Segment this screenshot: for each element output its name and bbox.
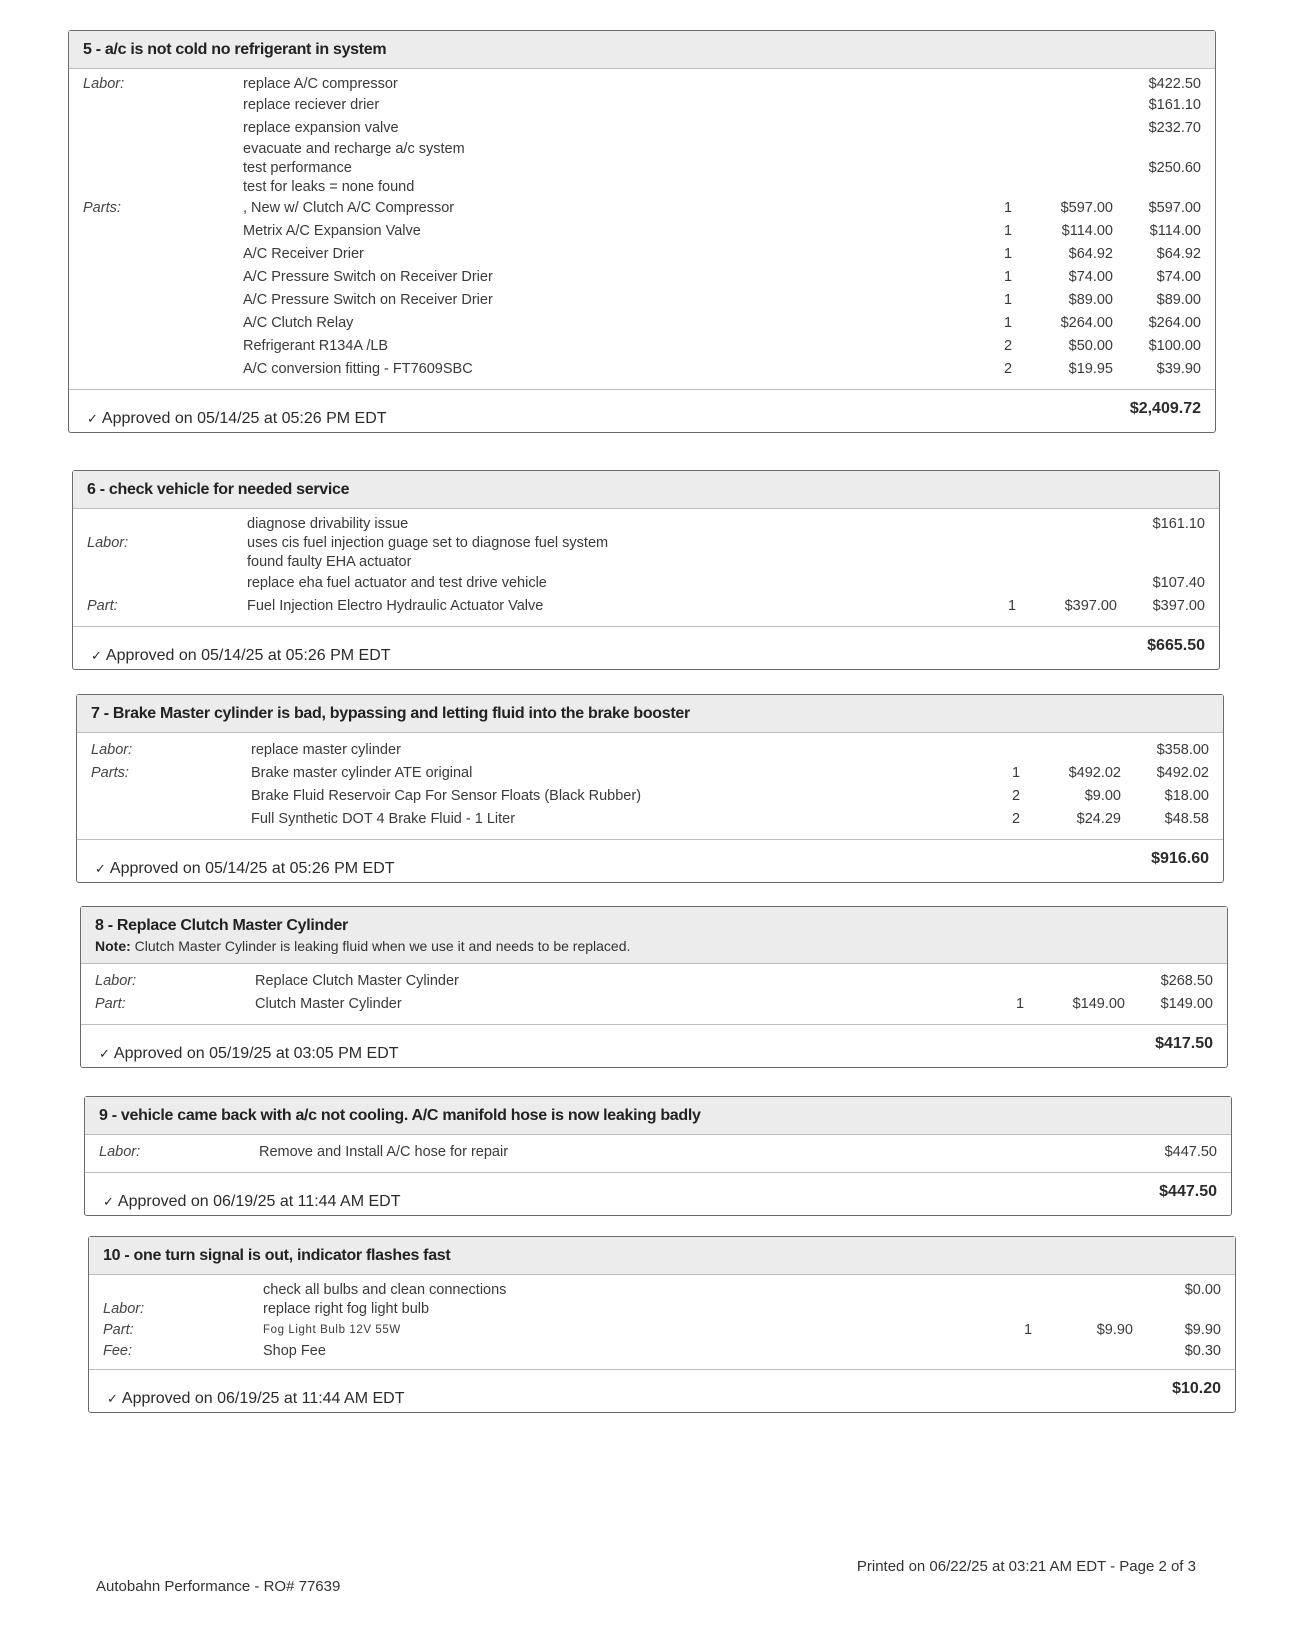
part-line	[83, 312, 1201, 335]
line-amount: $74.00	[1156, 269, 1201, 285]
line-desc: Brake Fluid Reservoir Cap For Sensor Floats (Black Rubber)	[251, 788, 642, 804]
line-amount: $0.30	[1184, 1343, 1221, 1359]
line-unit-price: $114.00	[1061, 223, 1113, 239]
shop-ro-number: Autobahn Performance - RO# 77639	[96, 1578, 341, 1595]
line-amount: $447.50	[1164, 1144, 1217, 1160]
line-amount: $250.60	[1148, 160, 1201, 176]
line-desc: Remove and Install A/C hose for repair	[259, 1144, 509, 1160]
line-unit-price: $264.00	[1060, 315, 1113, 331]
line-amount: $9.90	[1184, 1322, 1221, 1338]
line-amount: $64.92	[1156, 246, 1201, 262]
job-total: $10.20	[1172, 1380, 1221, 1397]
part-line	[103, 1319, 1221, 1342]
job-total: $665.50	[1147, 637, 1205, 654]
line-desc: Fog Light Bulb 12V 55W	[263, 1324, 401, 1336]
line-unit-price: $597.00	[1060, 200, 1113, 216]
line-desc: test for leaks = none found	[243, 179, 415, 195]
line-unit-price: $64.92	[1068, 246, 1113, 262]
labor-label: Labor:	[87, 535, 129, 551]
line-desc: A/C Pressure Switch on Receiver Drier	[243, 292, 493, 308]
line-qty: 1	[1003, 246, 1013, 262]
approval-text: Approved on 05/14/25 at 05:26 PM EDT	[109, 860, 395, 877]
line-qty: 1	[1007, 598, 1017, 614]
line-amount: $492.02	[1156, 765, 1209, 781]
labor-label: Labor:	[99, 1144, 141, 1160]
part-line	[83, 266, 1201, 289]
line-desc: A/C Receiver Drier	[243, 246, 364, 262]
line-amount: $358.00	[1156, 742, 1209, 758]
line-unit-price: $24.29	[1076, 811, 1121, 827]
approval-text: Approved on 05/14/25 at 05:26 PM EDT	[105, 647, 391, 664]
line-qty: 1	[1011, 765, 1021, 781]
job-note	[95, 938, 1213, 954]
job-footer	[81, 1025, 1227, 1067]
approval-text: Approved on 05/19/25 at 03:05 PM EDT	[113, 1045, 399, 1062]
job-lines	[89, 1275, 1235, 1370]
check-icon: ✓	[99, 1046, 110, 1061]
line-amount: $100.00	[1148, 338, 1201, 354]
line-amount: $0.00	[1184, 1282, 1221, 1298]
job-title: 6 - check vehicle for needed service	[87, 481, 350, 498]
job-total: $2,409.72	[1129, 400, 1201, 417]
line-desc: replace master cylinder	[251, 742, 401, 758]
job-total: $916.60	[1151, 850, 1209, 867]
approval-status	[95, 860, 395, 878]
line-qty: 1	[1003, 200, 1013, 216]
line-amount: $48.58	[1164, 811, 1209, 827]
job-title: 9 - vehicle came back with a/c not cooling. A/C manifold hose is now leaking badly	[99, 1107, 701, 1124]
printed-page-info: Printed on 06/22/25 at 03:21 AM EDT - Page 2 of 3	[856, 1558, 1196, 1575]
part-line	[83, 289, 1201, 312]
line-qty: 1	[1003, 292, 1013, 308]
part-line	[91, 785, 1209, 808]
line-qty: 2	[1003, 338, 1013, 354]
line-desc: A/C Pressure Switch on Receiver Drier	[243, 269, 493, 285]
part-line	[83, 197, 1201, 220]
job-lines	[77, 733, 1223, 840]
labor-line	[91, 739, 1209, 762]
line-desc: Metrix A/C Expansion Valve	[243, 223, 421, 239]
line-unit-price: $89.00	[1068, 292, 1113, 308]
labor-label: Labor:	[83, 76, 125, 92]
note-label: Note:	[95, 938, 131, 954]
job-footer	[73, 627, 1219, 669]
job-7	[76, 694, 1224, 883]
line-desc: replace reciever drier	[243, 97, 380, 113]
line-amount: $232.70	[1148, 120, 1201, 136]
job-lines	[81, 964, 1227, 1025]
part-line	[83, 335, 1201, 358]
part-line	[83, 358, 1201, 381]
labor-line	[83, 159, 1201, 178]
labor-line	[83, 140, 1201, 159]
job-title: 7 - Brake Master cylinder is bad, bypassing and letting fluid into the brake booster	[91, 705, 690, 722]
line-amount: $264.00	[1148, 315, 1201, 331]
job-10	[88, 1236, 1236, 1413]
check-icon: ✓	[107, 1391, 118, 1406]
labor-line	[87, 553, 1205, 572]
job-footer	[85, 1173, 1231, 1215]
job-total: $417.50	[1155, 1035, 1213, 1052]
line-unit-price: $9.00	[1084, 788, 1121, 804]
labor-line	[103, 1300, 1221, 1319]
parts-label: Parts:	[91, 765, 129, 781]
line-desc: replace A/C compressor	[243, 76, 398, 92]
note-text: Clutch Master Cylinder is leaking fluid when we use it and needs to be replaced.	[134, 938, 631, 954]
line-unit-price: $9.90	[1096, 1322, 1133, 1338]
line-desc: replace right fog light bulb	[263, 1301, 430, 1317]
line-amount: $107.40	[1152, 575, 1205, 591]
job-header	[89, 1237, 1235, 1275]
approval-status	[103, 1193, 400, 1211]
line-unit-price: $397.00	[1064, 598, 1117, 614]
labor-line	[83, 117, 1201, 140]
labor-line	[95, 970, 1213, 993]
check-icon: ✓	[91, 648, 102, 663]
line-desc: , New w/ Clutch A/C Compressor	[243, 200, 455, 216]
line-desc: Refrigerant R134A /LB	[243, 338, 389, 354]
labor-line	[99, 1141, 1217, 1164]
job-total: $447.50	[1159, 1183, 1217, 1200]
labor-label: Labor:	[95, 973, 137, 989]
check-icon: ✓	[87, 411, 98, 426]
line-desc: diagnose drivability issue	[247, 516, 409, 532]
line-amount: $89.00	[1156, 292, 1201, 308]
part-line	[95, 993, 1213, 1016]
line-amount: $161.10	[1152, 516, 1205, 532]
fee-label: Fee:	[103, 1343, 133, 1359]
labor-line	[87, 534, 1205, 553]
line-amount: $597.00	[1148, 200, 1201, 216]
line-unit-price: $19.95	[1068, 361, 1113, 377]
job-lines	[69, 69, 1215, 390]
line-unit-price: $492.02	[1068, 765, 1121, 781]
line-unit-price: $149.00	[1072, 996, 1125, 1012]
fee-line	[103, 1342, 1221, 1361]
line-amount: $161.10	[1148, 97, 1201, 113]
labor-line	[83, 178, 1201, 197]
parts-label: Part:	[95, 996, 126, 1012]
line-qty: 1	[1003, 269, 1013, 285]
line-desc: Clutch Master Cylinder	[255, 996, 402, 1012]
line-amount: $149.00	[1160, 996, 1213, 1012]
job-lines	[85, 1135, 1231, 1173]
line-desc: replace expansion valve	[243, 120, 399, 136]
approval-status	[107, 1390, 404, 1408]
parts-label: Part:	[87, 598, 118, 614]
parts-label: Part:	[103, 1322, 134, 1338]
job-title: 10 - one turn signal is out, indicator flashes fast	[103, 1247, 451, 1264]
line-unit-price: $74.00	[1068, 269, 1113, 285]
check-icon: ✓	[103, 1194, 114, 1209]
labor-line	[87, 515, 1205, 534]
parts-label: Parts:	[83, 200, 121, 216]
job-header	[77, 695, 1223, 733]
labor-label: Labor:	[91, 742, 133, 758]
job-title: 8 - Replace Clutch Master Cylinder	[95, 917, 348, 934]
part-line	[91, 762, 1209, 785]
line-desc: uses cis fuel injection guage set to diagnose fuel system	[247, 535, 609, 551]
line-desc: Replace Clutch Master Cylinder	[255, 973, 459, 989]
line-amount: $422.50	[1148, 76, 1201, 92]
job-9	[84, 1096, 1232, 1216]
line-amount: $114.00	[1149, 223, 1201, 239]
line-qty: 1	[1003, 315, 1013, 331]
line-desc: check all bulbs and clean connections	[263, 1282, 507, 1298]
line-qty: 2	[1003, 361, 1013, 377]
job-footer	[69, 390, 1215, 432]
labor-line	[87, 572, 1205, 595]
approval-text: Approved on 06/19/25 at 11:44 AM EDT	[117, 1193, 401, 1210]
line-amount: $397.00	[1152, 598, 1205, 614]
line-desc: found faulty EHA actuator	[247, 554, 412, 570]
line-desc: Full Synthetic DOT 4 Brake Fluid - 1 Liter	[251, 811, 516, 827]
line-desc: test performance	[243, 160, 352, 176]
part-line	[83, 243, 1201, 266]
job-footer	[89, 1370, 1235, 1412]
check-icon: ✓	[95, 861, 106, 876]
labor-line	[83, 94, 1201, 117]
line-desc: evacuate and recharge a/c system	[243, 141, 465, 157]
part-line	[83, 220, 1201, 243]
line-desc: A/C conversion fitting - FT7609SBC	[243, 361, 473, 377]
job-title: 5 - a/c is not cold no refrigerant in system	[83, 41, 387, 58]
approval-status	[87, 410, 387, 428]
line-qty: 2	[1011, 788, 1021, 804]
line-desc: A/C Clutch Relay	[243, 315, 354, 331]
approval-status	[91, 647, 391, 665]
line-amount: $268.50	[1160, 973, 1213, 989]
line-desc: Brake master cylinder ATE original	[251, 765, 473, 781]
labor-label: Labor:	[103, 1301, 145, 1317]
line-qty: 1	[1023, 1322, 1033, 1338]
job-header	[81, 907, 1227, 964]
job-5	[68, 30, 1216, 433]
job-lines	[73, 509, 1219, 627]
job-header	[73, 471, 1219, 509]
line-unit-price: $50.00	[1068, 338, 1113, 354]
line-amount: $39.90	[1156, 361, 1201, 377]
job-header	[85, 1097, 1231, 1135]
line-amount: $18.00	[1164, 788, 1209, 804]
job-footer	[77, 840, 1223, 882]
labor-line	[83, 75, 1201, 94]
approval-text: Approved on 05/14/25 at 05:26 PM EDT	[101, 410, 387, 427]
job-6	[72, 470, 1220, 670]
line-qty: 1	[1003, 223, 1013, 239]
line-qty: 2	[1011, 811, 1021, 827]
labor-line	[103, 1281, 1221, 1300]
line-desc: Shop Fee	[263, 1343, 326, 1359]
part-line	[91, 808, 1209, 831]
line-desc: Fuel Injection Electro Hydraulic Actuator Valve	[247, 598, 544, 614]
line-qty: 1	[1015, 996, 1025, 1012]
approval-status	[99, 1045, 399, 1063]
line-desc: replace eha fuel actuator and test drive vehicle	[247, 575, 547, 591]
approval-text: Approved on 06/19/25 at 11:44 AM EDT	[121, 1390, 405, 1407]
job-8	[80, 906, 1228, 1068]
part-line	[87, 595, 1205, 618]
job-header	[69, 31, 1215, 69]
